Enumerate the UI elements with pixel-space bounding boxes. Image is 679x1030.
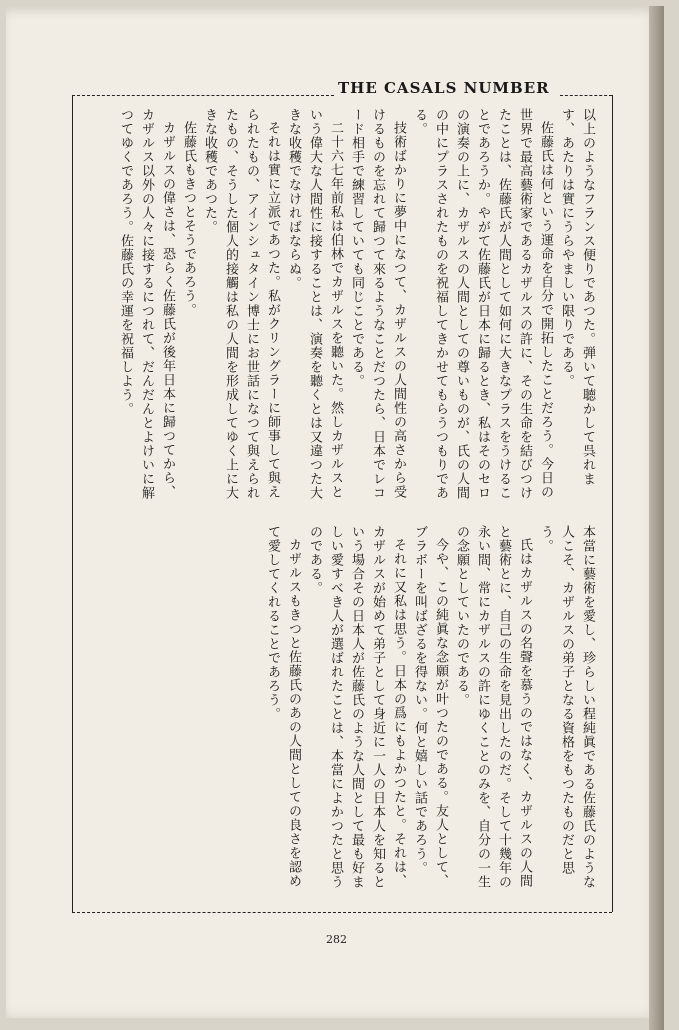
paragraph: 以上のようなフランス便りであつた。弾いて聴かして呉れます、あたりは實にうらやましい限りである。 [559, 108, 595, 486]
running-header-title: THE CASALS NUMBER [338, 79, 550, 97]
frame-right-line [612, 95, 613, 912]
paragraph: 佐藤氏もきつとそうであろう。 [181, 121, 196, 317]
paragraph: 二十六七年前私は伯林でカザルスを聽いた。然しカザルスという偉大な人間性に接することは、演奏を聽くとは又違つた大きな收穫でなければならぬ。 [286, 108, 343, 500]
page-number: 282 [326, 933, 347, 946]
paragraph: それに又私は思う。日本の爲にもよかつたと。それは、カザルスが始めて弟子として身近に一人の日本人を知るという場合その日本人が佐藤氏のような人間として最も好ましい愛すべき人が選ばれたことは、本當によかつたと思うのである。 [307, 525, 406, 889]
paragraph: カザルスの偉さは、恐らく佐藤氏が後年日本に歸つてから、カザルス以外の人々に接するにつれて、だんだんとよけいに解つてゆくであろう。佐藤氏の幸運を祝福しよう。 [118, 108, 175, 500]
header-rule-right [560, 95, 612, 96]
paragraph: それは實に立派であつた。私がクリングラーに師事して與えられたもの、アインシュタイン博士にお世話になつて與えられたもの、そうした個人的接觸は私の人間を形成してゆく上に大きな收穫であつた。 [202, 108, 280, 500]
footer-rule [72, 912, 612, 913]
paragraph: 氏はカザルスの名聲を慕うのではなく、カザルスの人間と藝術とに、自己の生命を見出したのだ。そして十幾年の永い間、常にカザルスの許にゆくことのみを、自分の一生の念願としていたのである。 [454, 525, 532, 889]
book-spine-shadow [649, 6, 664, 1030]
paragraph: 技術ばかりに夢中になつて、カザルスの人間性の高さから受けるものを忘れて歸つて來るようなことだつたら、日本でレコード相手で練習していても同じことである。 [349, 108, 406, 500]
paragraph: 本當に藝術を愛し、珍らしい程純眞である佐藤氏のような人こそ、カザルスの弟子となる資格をもつたものだと思う。 [538, 525, 595, 889]
upper-text-block [100, 108, 598, 503]
paragraph: 佐藤氏は何という運命を自分で開拓したことだろう。今日の世界で最高藝術家であるカザルスの許に、その生命を結びつけたことは、佐藤氏が人間として如何に大きなプラスをうけることであろうか。やがて佐藤氏が日本に歸るとき、私はそのセロの演奏の上に、カザルスの人間としての尊いものが、氏の人間の中にプラスされたものを祝福してきかせてもらうつもりである。 [412, 108, 553, 500]
lower-text-block [265, 525, 598, 895]
header-rule-left [72, 95, 334, 96]
paragraph: 今や、この純眞な念願が叶つたのである。友人として、ブラボーを叫ばざるを得ない。何と嬉しい話であろう。 [412, 525, 448, 888]
frame-left-line [72, 95, 73, 912]
paragraph: カザルスもきつと佐藤氏のあの人間としての良さを認めて愛してくれることであろう。 [265, 525, 301, 888]
